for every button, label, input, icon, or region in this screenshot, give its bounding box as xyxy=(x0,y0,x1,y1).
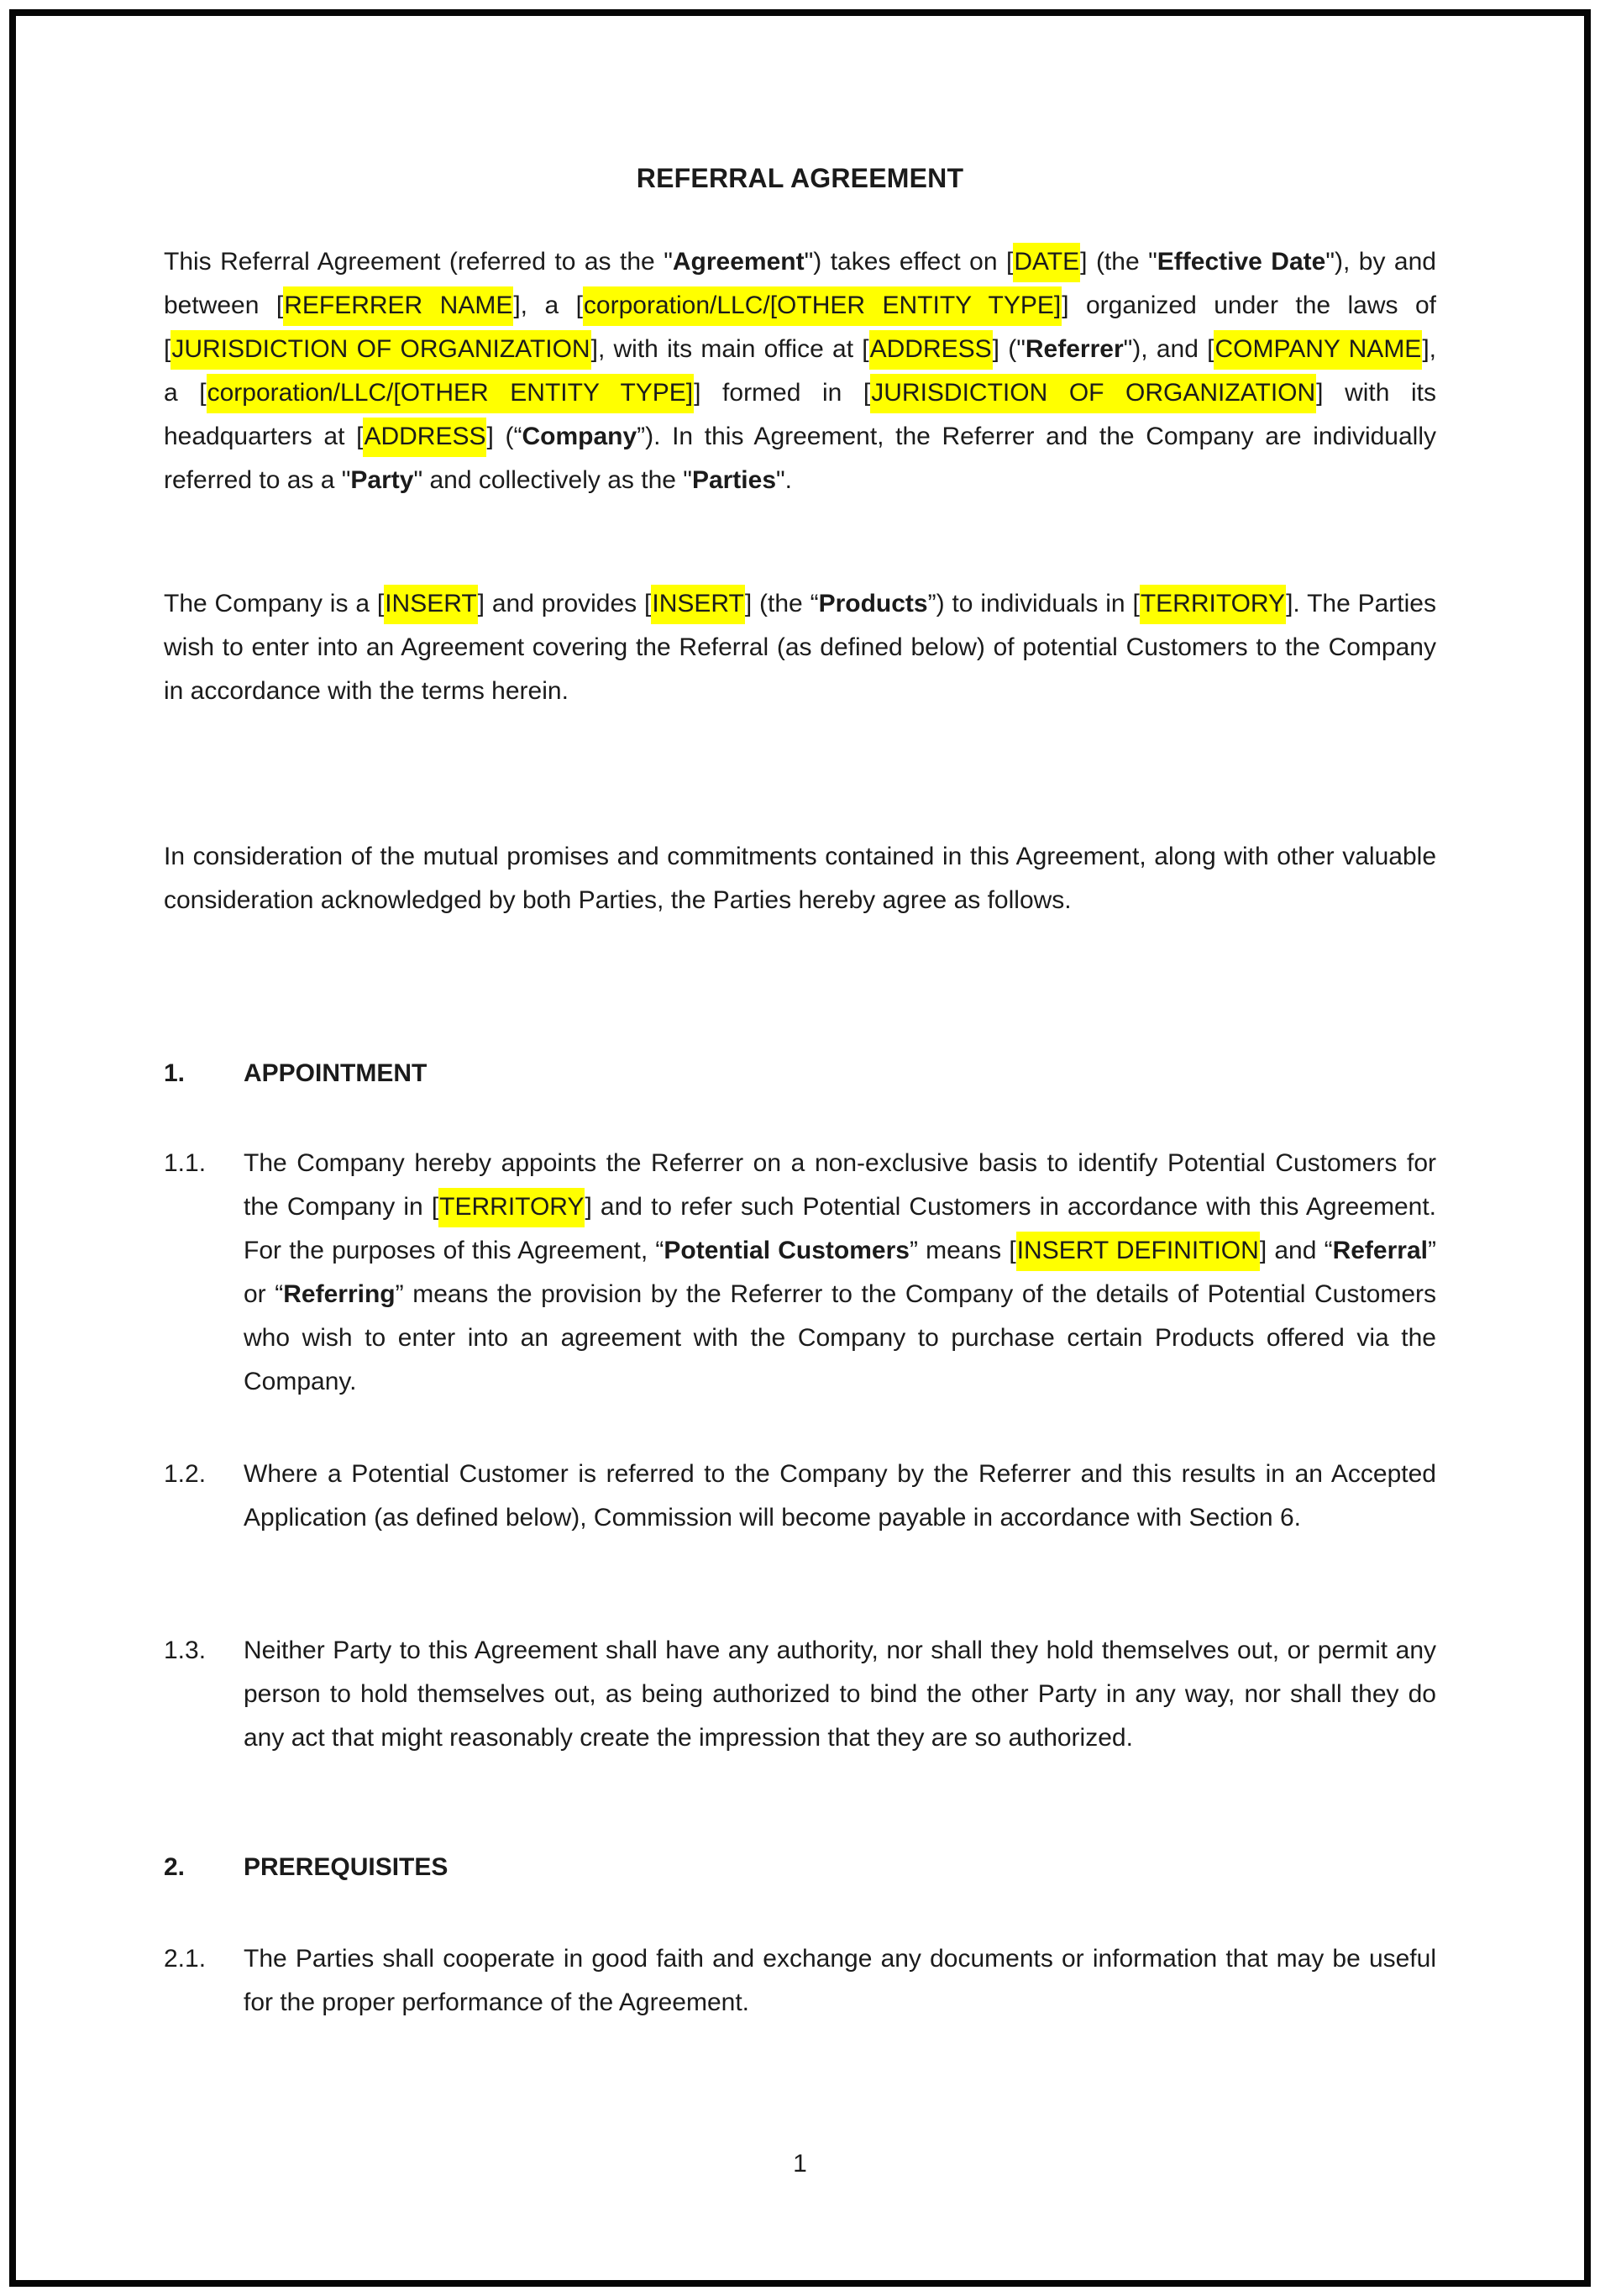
clause-body: The Parties shall cooperate in good faith and exchange any documents or information that may be useful for the proper performance of the Agreement. xyxy=(244,1945,1436,2016)
clause-number: 1.2. xyxy=(164,1460,207,1488)
paragraph-company-products: The Company is a [INSERT] and provides [INSERT] (the “Products”) to individuals in [TERRITORY]. The Parties wish to enter into an Agreement covering the Referral (as defined below) of potential Customers to the Company in accordance with the terms herein. xyxy=(164,582,1436,713)
clause-number: 2.1. xyxy=(164,1945,207,1973)
clause-body: Neither Party to this Agreement shall have any authority, nor shall they hold themselves out, or permit any person to hold themselves out, as being authorized to bind the other Party in any way, nor shall they do any act that might reasonably create the impression that they are so authorized. xyxy=(244,1637,1436,1752)
section-title: PREREQUISITES xyxy=(244,1853,449,1881)
clause-body: The Company hereby appoints the Referrer on a non-exclusive basis to identify Potential Customers for the Company in [TERRITORY] and to refer such Potential Customers in accordance with this Agreement. For the purposes of this Agreement, “Potential Customers” means [INSERT DEFINITION] and “Referral” or “Referring” means the provision by the Referrer to the Company of the details of Potential Customers who wish to enter into an agreement with the Company to purchase certain Products offered via the Company. xyxy=(244,1149,1436,1395)
clause-1-3 xyxy=(164,1629,1436,1760)
section-number: 1. xyxy=(164,1059,186,1087)
clause-number: 1.1. xyxy=(164,1149,207,1177)
clause-body: Where a Potential Customer is referred to the Company by the Referrer and this results in an Accepted Application (as defined below), Commission will become payable in accordance with Section 6. xyxy=(244,1460,1436,1532)
clause-1-2 xyxy=(164,1453,1436,1540)
page-number: 1 xyxy=(793,2150,807,2178)
paragraph-consideration: In consideration of the mutual promises and commitments contained in this Agreement, along with other valuable consideration acknowledged by both Parties, the Parties hereby agree as follows. xyxy=(164,843,1436,914)
clause-number: 1.3. xyxy=(164,1637,207,1664)
clause-2-1 xyxy=(164,1937,1436,2025)
clause-1-1 xyxy=(164,1142,1436,1404)
section-title: APPOINTMENT xyxy=(244,1059,428,1087)
page-title: REFERRAL AGREEMENT xyxy=(636,163,964,193)
section-heading-prerequisites xyxy=(164,1849,1436,1886)
section-heading-appointment xyxy=(164,1055,1436,1092)
paragraph-intro: This Referral Agreement (referred to as the "Agreement") takes effect on [DATE] (the "Effective Date"), by and between [REFERRER NAME], a [corporation/LLC/[OTHER ENTITY TYPE]] organized under the laws of [JURISDICTION OF ORGANIZATION], with its main office at [ADDRESS] ("Referrer"), and [COMPANY NAME], a [corporation/LLC/[OTHER ENTITY TYPE]] formed in [JURISDICTION OF ORGANIZATION] with its headquarters at [ADDRESS] (“Company”). In this Agreement, the Referrer and the Company are individually referred to as a "Party" and collectively as the "Parties". xyxy=(164,240,1436,502)
section-number: 2. xyxy=(164,1853,186,1881)
